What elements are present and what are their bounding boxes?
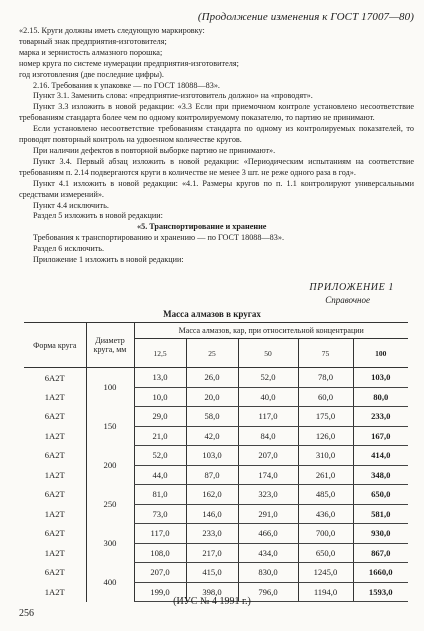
cell-mass: 44,0 xyxy=(134,465,186,485)
paragraph: 2.16. Требования к упаковке — по ГОСТ 18088—83». xyxy=(33,80,220,90)
cell-mass: 42,0 xyxy=(186,426,238,446)
cell-diameter: 100 xyxy=(86,368,134,407)
paragraph: Раздел 5 изложить в новой редакции: xyxy=(33,211,163,221)
cell-mass: 21,0 xyxy=(134,426,186,446)
paragraph: Пункт 4.1 изложить в новой редакции: «4.1. Размеры кругов по п. 1.1 контролируют универсальными средствами измерений». xyxy=(19,178,414,199)
page-number: 256 xyxy=(19,608,34,619)
cell-mass: 52,0 xyxy=(134,446,186,466)
cell-mass: 146,0 xyxy=(186,504,238,524)
table-row xyxy=(24,543,408,563)
cell-mass: 73,0 xyxy=(134,504,186,524)
cell-form: 6А2Т xyxy=(44,411,65,422)
cell-mass: 26,0 xyxy=(186,368,238,388)
cell-form: 1А2Т xyxy=(44,430,65,441)
table-title: Масса алмазов в кругах xyxy=(163,309,261,319)
cell-form: 1А2Т xyxy=(44,391,65,402)
cell-mass: 700,0 xyxy=(298,524,353,544)
cell-mass: 29,0 xyxy=(134,407,186,427)
table-row xyxy=(24,485,408,505)
paragraph: Пункт 3.1. Заменить слова: «предприятие-изготовитель должно» на «проводят». xyxy=(33,91,313,101)
paragraph: При наличии дефектов в повторной выборке партию не принимают». xyxy=(33,145,276,155)
table-row xyxy=(24,407,408,427)
cell-mass: 261,0 xyxy=(298,465,353,485)
column-header-concentration: 12,5 xyxy=(134,339,186,368)
paragraph: марка и зернистость алмазного порошка; xyxy=(19,47,163,57)
cell-form: 6А2Т xyxy=(44,528,65,539)
paragraph: Требования к транспортированию и хранению — по ГОСТ 18088—83». xyxy=(33,233,285,243)
appendix-subtitle: Справочное xyxy=(325,295,370,305)
running-header: (Продолжение изменения к ГОСТ 17007—80) xyxy=(197,11,414,23)
cell-mass: 162,0 xyxy=(186,485,238,505)
cell-diameter: 150 xyxy=(86,407,134,446)
cell-mass: 103,0 xyxy=(186,446,238,466)
cell-mass: 60,0 xyxy=(298,387,353,407)
cell-mass: 233,0 xyxy=(353,407,408,427)
cell-mass: 233,0 xyxy=(186,524,238,544)
paragraph: Если установлено несоответствие требованиям стандарта по одному из контролируемых показателей, то проводят повторный контроль на удвоенном количестве кругов. xyxy=(19,124,414,145)
cell-mass: 650,0 xyxy=(353,485,408,505)
cell-form: 6А2Т xyxy=(44,489,65,500)
cell-mass: 207,0 xyxy=(134,563,186,583)
column-header-concentration: 25 xyxy=(186,339,238,368)
table-row xyxy=(24,524,408,544)
cell-mass: 174,0 xyxy=(238,465,298,485)
body-text xyxy=(19,26,414,266)
cell-mass: 167,0 xyxy=(353,426,408,446)
cell-mass: 207,0 xyxy=(238,446,298,466)
cell-mass: 217,0 xyxy=(186,543,238,563)
table-row xyxy=(24,446,408,466)
table-row xyxy=(24,368,408,388)
cell-mass: 434,0 xyxy=(238,543,298,563)
paragraph: Пункт 3.4. Первый абзац изложить в новой редакции: «Периодическим испытаниям на соответствие требованиям п. 2.14 подвергаются круги в количестве не менее 3 шт. не реже одного раза в год». xyxy=(19,156,414,177)
table-row xyxy=(24,504,408,524)
cell-mass: 20,0 xyxy=(186,387,238,407)
cell-mass: 10,0 xyxy=(134,387,186,407)
section-heading: «5. Транспортирование и хранение xyxy=(137,222,267,232)
paragraph: «2.15. Круги должны иметь следующую маркировку: xyxy=(19,26,205,35)
cell-mass: 40,0 xyxy=(238,387,298,407)
paragraph: Приложение 1 изложить в новой редакции: xyxy=(33,255,184,265)
cell-mass: 310,0 xyxy=(298,446,353,466)
cell-mass: 796,0 xyxy=(238,582,298,602)
cell-mass: 398,0 xyxy=(186,582,238,602)
cell-mass: 650,0 xyxy=(298,543,353,563)
table-row xyxy=(24,426,408,446)
cell-mass: 323,0 xyxy=(238,485,298,505)
column-header-concentration: 75 xyxy=(298,339,353,368)
cell-mass: 52,0 xyxy=(238,368,298,388)
column-header-concentration: 100 xyxy=(353,339,408,368)
cell-mass: 1593,0 xyxy=(353,582,408,602)
cell-form: 1А2Т xyxy=(44,469,65,480)
cell-mass: 930,0 xyxy=(353,524,408,544)
cell-mass: 415,0 xyxy=(186,563,238,583)
cell-form: 1А2Т xyxy=(44,586,65,597)
cell-mass: 80,0 xyxy=(353,387,408,407)
cell-form: 6А2Т xyxy=(44,567,65,578)
appendix-title: ПРИЛОЖЕНИЕ 1 xyxy=(309,282,394,293)
paragraph: Пункт 3.3 изложить в новой редакции: «3.3 Если при приемочном контроле установлено несоответствие требованиям стандарта более чем по одному контролируемому показателю, то партию не принимают. xyxy=(19,102,414,123)
cell-mass: 175,0 xyxy=(298,407,353,427)
cell-form: 1А2Т xyxy=(44,547,65,558)
column-header-diameter: Диаметр круга, мм xyxy=(86,323,134,368)
column-header-form: Форма круга xyxy=(24,323,86,368)
cell-mass: 436,0 xyxy=(298,504,353,524)
cell-mass: 581,0 xyxy=(353,504,408,524)
paragraph: Пункт 4.4 исключить. xyxy=(33,200,109,210)
cell-mass: 291,0 xyxy=(238,504,298,524)
cell-mass: 87,0 xyxy=(186,465,238,485)
cell-mass: 126,0 xyxy=(298,426,353,446)
paragraph: товарный знак предприятия-изготовителя; xyxy=(19,36,167,46)
column-header-concentration: 50 xyxy=(238,339,298,368)
cell-mass: 199,0 xyxy=(134,582,186,602)
cell-diameter: 250 xyxy=(86,485,134,524)
cell-diameter: 300 xyxy=(86,524,134,563)
paragraph: номер круга по системе нумерации предприятия-изготовителя; xyxy=(19,58,239,68)
cell-mass: 466,0 xyxy=(238,524,298,544)
cell-form: 6А2Т xyxy=(44,450,65,461)
cell-mass: 81,0 xyxy=(134,485,186,505)
cell-form: 1А2Т xyxy=(44,508,65,519)
cell-form: 6А2Т xyxy=(44,372,65,383)
cell-mass: 348,0 xyxy=(353,465,408,485)
cell-mass: 485,0 xyxy=(298,485,353,505)
cell-mass: 1194,0 xyxy=(298,582,353,602)
table-row xyxy=(24,563,408,583)
cell-mass: 414,0 xyxy=(353,446,408,466)
cell-mass: 830,0 xyxy=(238,563,298,583)
cell-mass: 108,0 xyxy=(134,543,186,563)
cell-mass: 1660,0 xyxy=(353,563,408,583)
footer-note: (ИУС № 4 1991 г.) xyxy=(173,596,251,607)
cell-mass: 84,0 xyxy=(238,426,298,446)
paragraph: Раздел 6 исключить. xyxy=(33,244,105,254)
table-row xyxy=(24,465,408,485)
cell-mass: 78,0 xyxy=(298,368,353,388)
diamond-mass-table xyxy=(24,322,408,602)
table-body xyxy=(24,368,408,602)
cell-diameter: 400 xyxy=(86,563,134,602)
cell-diameter: 200 xyxy=(86,446,134,485)
cell-mass: 58,0 xyxy=(186,407,238,427)
cell-mass: 1245,0 xyxy=(298,563,353,583)
cell-mass: 117,0 xyxy=(238,407,298,427)
cell-mass: 117,0 xyxy=(134,524,186,544)
column-header-mass: Масса алмазов, кар, при относительной концентрации xyxy=(134,323,408,339)
cell-mass: 13,0 xyxy=(134,368,186,388)
paragraph: год изготовления (две последние цифры). xyxy=(19,69,164,79)
cell-mass: 867,0 xyxy=(353,543,408,563)
cell-mass: 103,0 xyxy=(353,368,408,388)
table-row xyxy=(24,387,408,407)
